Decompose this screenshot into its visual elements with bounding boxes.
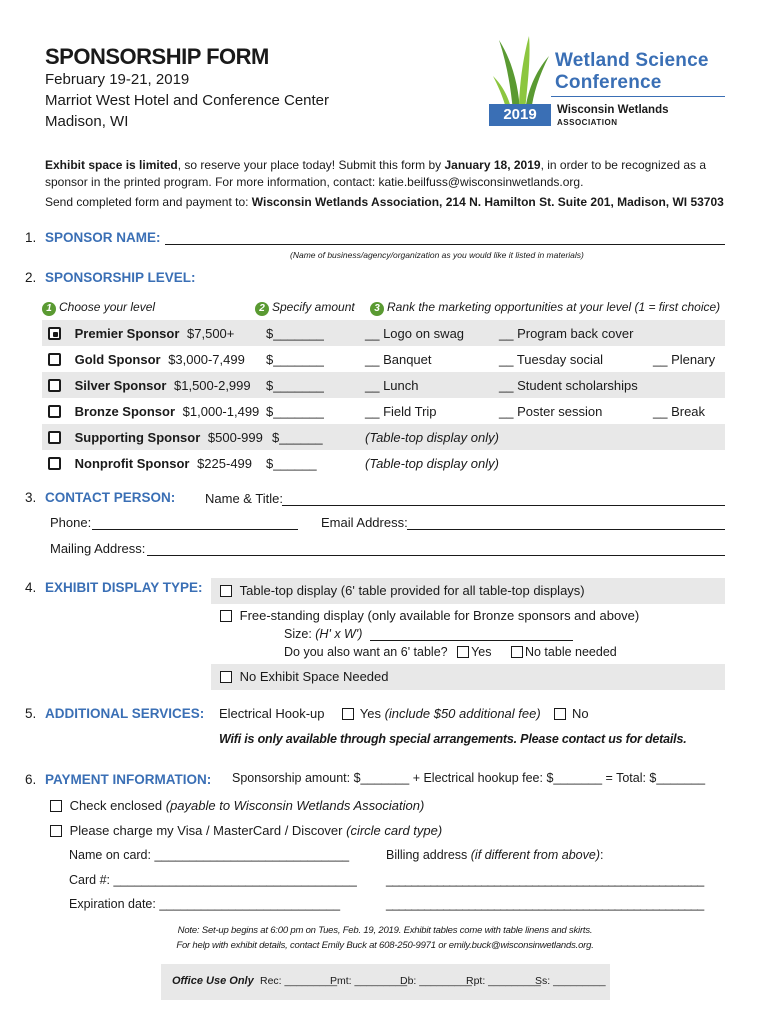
conference-logo (485, 30, 730, 130)
gold-opt3[interactable]: __ Plenary (653, 352, 716, 367)
level-row-nonprofit (48, 456, 252, 471)
name-title-field[interactable] (282, 505, 725, 506)
card-note: (circle card type) (346, 823, 443, 838)
nonprofit-amount[interactable]: $______ (266, 456, 317, 471)
email-field[interactable] (407, 529, 725, 530)
table-no-label: No table needed (524, 645, 617, 659)
gold-opt1[interactable]: __ Banquet (365, 352, 432, 367)
premier-opt2[interactable]: __ Program back cover (499, 326, 634, 341)
freestanding-text: Free-standing display (only available for Bronze sponsors and above) (239, 608, 640, 623)
premier-checkbox[interactable] (48, 327, 61, 340)
services-label: ADDITIONAL SERVICES: (45, 706, 205, 721)
exhibit-number: 4. (25, 580, 37, 595)
send-prefix: Send completed form and payment to: (45, 195, 252, 209)
level-row-silver (48, 378, 251, 393)
email-label: Email Address: (321, 515, 408, 530)
gold-checkbox[interactable] (48, 353, 61, 366)
exhibit-tabletop-option (220, 583, 585, 598)
nonprofit-checkbox[interactable] (48, 457, 61, 470)
sponsor-name-number: 1. (25, 230, 37, 245)
level-name: Bronze Sponsor (74, 404, 176, 419)
billing-colon: : (599, 848, 604, 862)
bronze-opt1[interactable]: __ Field Trip (365, 404, 437, 419)
supporting-amount[interactable]: $______ (272, 430, 323, 445)
bronze-amount[interactable]: $_______ (266, 404, 324, 419)
event-dates: February 19-21, 2019 (45, 71, 190, 88)
level-price: $500-999 (207, 430, 263, 445)
nonprofit-opt1: (Table-top display only) (365, 456, 499, 471)
check-note: (payable to Wisconsin Wetlands Association) (165, 798, 425, 813)
electrical-yes-note: (include $50 additional fee) (384, 706, 541, 721)
level-row-supporting (48, 430, 263, 445)
phone-label: Phone: (50, 515, 92, 530)
supporting-opt1: (Table-top display only) (365, 430, 499, 445)
size-field[interactable] (370, 640, 573, 641)
office-rpt[interactable]: Rpt: _________ (466, 975, 541, 987)
level-price: $1,000-1,499 (182, 404, 260, 419)
logo-org1: Wisconsin Wetlands (557, 104, 669, 116)
step3-text: Rank the marketing opportunities at your level (1 = first choice) (387, 300, 721, 314)
logo-line2: Conference (555, 72, 662, 93)
step-number-2: 2 (255, 302, 269, 316)
billing-line-2[interactable]: __________________________________________________ (386, 897, 704, 911)
services-number: 5. (25, 706, 37, 721)
event-city: Madison, WI (45, 113, 129, 130)
logo-org2: ASSOCIATION (557, 118, 618, 127)
premier-amount[interactable]: $_______ (266, 326, 324, 341)
send-to-line (45, 195, 724, 209)
size-label (284, 627, 362, 641)
gold-amount[interactable]: $_______ (266, 352, 324, 367)
level-name: Premier Sponsor (74, 326, 180, 341)
payment-number: 6. (25, 772, 37, 787)
phone-field[interactable] (92, 529, 298, 530)
billing-note: (if different from above) (470, 848, 600, 862)
level-price: $225-499 (197, 456, 253, 471)
electrical-yes-checkbox[interactable] (342, 708, 354, 720)
silver-opt2[interactable]: __ Student scholarships (499, 378, 638, 393)
premier-opt1[interactable]: __ Logo on swag (365, 326, 465, 341)
name-title-label: Name & Title: (205, 491, 284, 506)
bronze-checkbox[interactable] (48, 405, 61, 418)
level-row-premier (48, 326, 234, 341)
tabletop-text: Table-top display (6' table provided for all table-top displays) (239, 583, 585, 598)
intro-text1: , so reserve your place today! Submit this form by (177, 158, 445, 172)
no-exhibit-checkbox[interactable] (220, 671, 232, 683)
office-db[interactable]: Db: _________ (400, 975, 472, 987)
exhibit-label: EXHIBIT DISPLAY TYPE: (45, 580, 203, 595)
silver-checkbox[interactable] (48, 379, 61, 392)
level-name: Supporting Sponsor (74, 430, 201, 445)
payment-totals[interactable]: Sponsorship amount: $_______ + Electrical hookup fee: $_______ = Total: $_______ (232, 771, 706, 785)
freestanding-checkbox[interactable] (220, 610, 232, 622)
level-price: $3,000-7,499 (168, 352, 245, 367)
sponsor-name-field[interactable] (165, 244, 725, 245)
contact-number: 3. (25, 490, 37, 505)
level-row-bronze (48, 404, 259, 419)
exhibit-none-option (220, 669, 389, 684)
electrical-yes-label: Yes (359, 706, 385, 721)
office-ss[interactable]: Ss: _________ (535, 975, 606, 987)
electrical-row (219, 706, 589, 721)
form-title: SPONSORSHIP FORM (45, 44, 269, 69)
level-name: Silver Sponsor (74, 378, 167, 393)
table-question: Do you also want an 6' table? (284, 645, 448, 659)
office-use-label: Office Use Only (172, 975, 254, 987)
intro-limited: Exhibit space is limited (45, 158, 178, 172)
supporting-checkbox[interactable] (48, 431, 61, 444)
table-question-row (284, 645, 617, 659)
silver-opt1[interactable]: __ Lunch (365, 378, 419, 393)
sponsor-name-hint: (Name of business/agency/organization as you would like it listed in materials) (290, 250, 584, 260)
electrical-no-checkbox[interactable] (554, 708, 566, 720)
contact-label: CONTACT PERSON: (45, 490, 176, 505)
name-on-card-field[interactable]: Name on card: ____________________________ (69, 848, 350, 862)
logo-year-badge: 2019 (489, 104, 551, 126)
expiration-field[interactable]: Expiration date: __________________________ (69, 897, 341, 911)
check-checkbox[interactable] (50, 800, 62, 812)
level-price: $7,500+ (187, 326, 235, 341)
card-number-field[interactable]: Card #: ___________________________________ (69, 873, 357, 887)
intro-line2: sponsor in the printed program. For more information, contact: katie.beilfuss@wisconsinwetlands.org. (45, 175, 584, 189)
table-no-checkbox[interactable] (511, 646, 523, 658)
level-row-gold (48, 352, 245, 367)
intro-line1 (45, 158, 706, 172)
silver-amount[interactable]: $_______ (266, 378, 324, 393)
intro-deadline: January 18, 2019 (444, 158, 541, 172)
step1-text: Choose your level (59, 300, 156, 314)
level-step1 (42, 300, 155, 316)
office-rec[interactable]: Rec: _________ (260, 975, 338, 987)
logo-line1: Wetland Science (555, 50, 709, 71)
check-label: Check enclosed (69, 798, 166, 813)
intro-text2: , in order to be recognized as a (540, 158, 707, 172)
card-option (50, 823, 442, 838)
card-label: Please charge my Visa / MasterCard / Discover (69, 823, 347, 838)
bronze-opt3[interactable]: __ Break (653, 404, 706, 419)
electrical-no-label: No (571, 706, 589, 721)
footer-note-1: Note: Set-up begins at 6:00 pm on Tues, Feb. 19, 2019. Exhibit tables come with table linens and skirts. (177, 925, 593, 936)
billing-label (386, 848, 603, 862)
office-pmt[interactable]: Pmt: _________ (330, 975, 408, 987)
step-number-1: 1 (42, 302, 56, 316)
size-hint: (H' x W') (315, 627, 363, 641)
event-venue: Marriot West Hotel and Conference Center (45, 92, 330, 109)
billing-text: Billing address (386, 848, 471, 862)
level-name: Nonprofit Sponsor (74, 456, 190, 471)
tabletop-checkbox[interactable] (220, 585, 232, 597)
check-option (50, 798, 424, 813)
level-price: $1,500-2,999 (174, 378, 251, 393)
level-step3 (370, 300, 720, 316)
exhibit-freestanding-option (220, 608, 639, 623)
billing-line-1[interactable]: __________________________________________________ (386, 873, 704, 887)
grass-icon (493, 34, 553, 114)
send-address: Wisconsin Wetlands Association, 214 N. Hamilton St. Suite 201, Madison, WI 53703 (251, 195, 724, 209)
step-number-3: 3 (370, 302, 384, 316)
level-label: SPONSORSHIP LEVEL: (45, 270, 196, 285)
size-text: Size: (284, 627, 316, 641)
level-step2 (255, 300, 355, 316)
mailing-field[interactable] (147, 555, 725, 556)
gold-opt2[interactable]: __ Tuesday social (499, 352, 604, 367)
table-yes-checkbox[interactable] (457, 646, 469, 658)
table-yes-label: Yes (471, 645, 492, 659)
footer-note-2: For help with exhibit details, contact Emily Buck at 608-250-9971 or emily.buck@wisconsinwetlands.org. (176, 940, 594, 951)
no-exhibit-text: No Exhibit Space Needed (239, 669, 389, 684)
wifi-note: Wifi is only available through special arrangements. Please contact us for details. (219, 732, 687, 746)
payment-label: PAYMENT INFORMATION: (45, 772, 212, 787)
bronze-opt2[interactable]: __ Poster session (499, 404, 603, 419)
mailing-label: Mailing Address: (50, 541, 146, 556)
level-name: Gold Sponsor (74, 352, 161, 367)
step2-text: Specify amount (272, 300, 355, 314)
sponsor-name-label: SPONSOR NAME: (45, 230, 161, 245)
card-checkbox[interactable] (50, 825, 62, 837)
level-number: 2. (25, 270, 37, 285)
electrical-label: Electrical Hook-up (219, 706, 325, 721)
